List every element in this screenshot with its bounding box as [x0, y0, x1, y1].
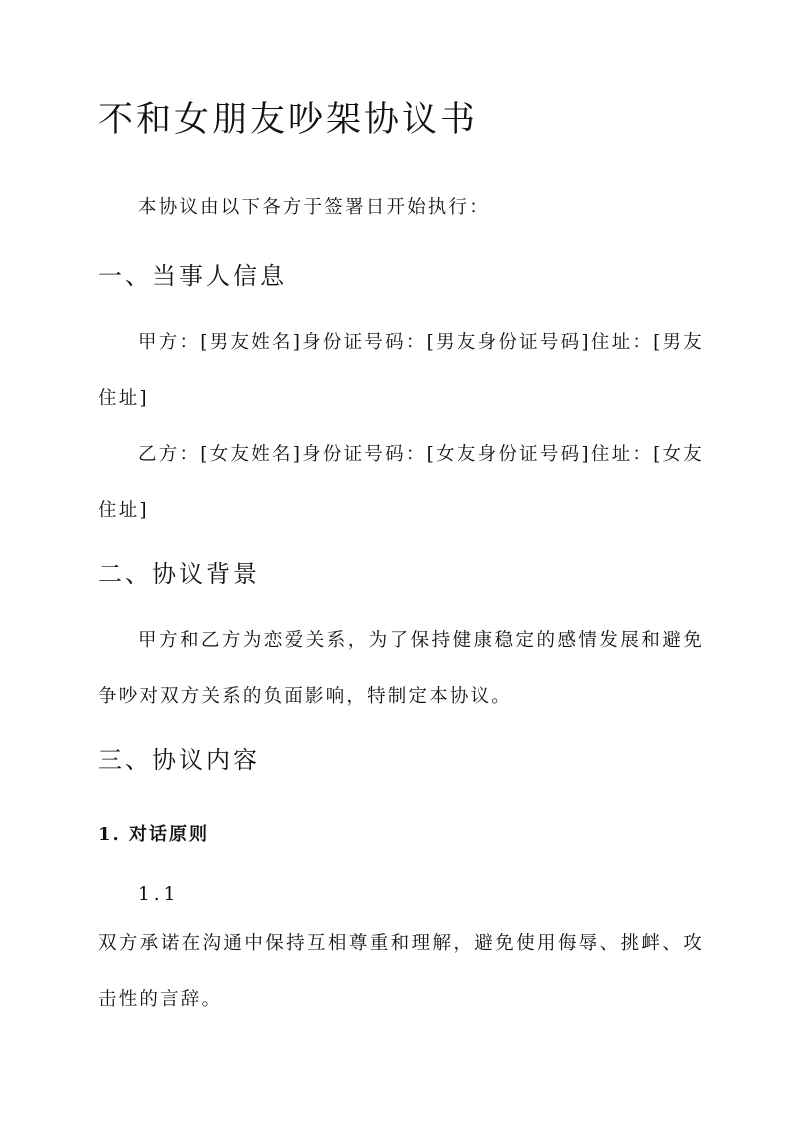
section3-heading: 三、协议内容 [98, 746, 260, 774]
section2-heading: 二、协议背景 [98, 560, 260, 588]
intro-paragraph: 本协议由以下各方于签署日开始执行： [138, 197, 490, 218]
party-b-info: 乙方：[女友姓名]身份证号码：[女友身份证号码]住址：[女友住址] [98, 444, 704, 521]
subsection-heading: 1. 对话原则 [98, 824, 210, 845]
document-title: 不和女朋友吵架协议书 [98, 100, 479, 140]
section1-heading: 一、当事人信息 [98, 262, 287, 290]
background-paragraph: 甲方和乙方为恋爱关系，为了保持健康稳定的感情发展和避免争吵对双方关系的负面影响，特制定本协议。 [98, 630, 704, 707]
party-a-info: 甲方：[男友姓名]身份证号码：[男友身份证号码]住址：[男友住址] [98, 332, 704, 409]
clause-number: 1.1 [138, 884, 180, 905]
clause-text: 双方承诺在沟通中保持互相尊重和理解，避免使用侮辱、挑衅、攻击性的言辞。 [98, 933, 704, 1010]
